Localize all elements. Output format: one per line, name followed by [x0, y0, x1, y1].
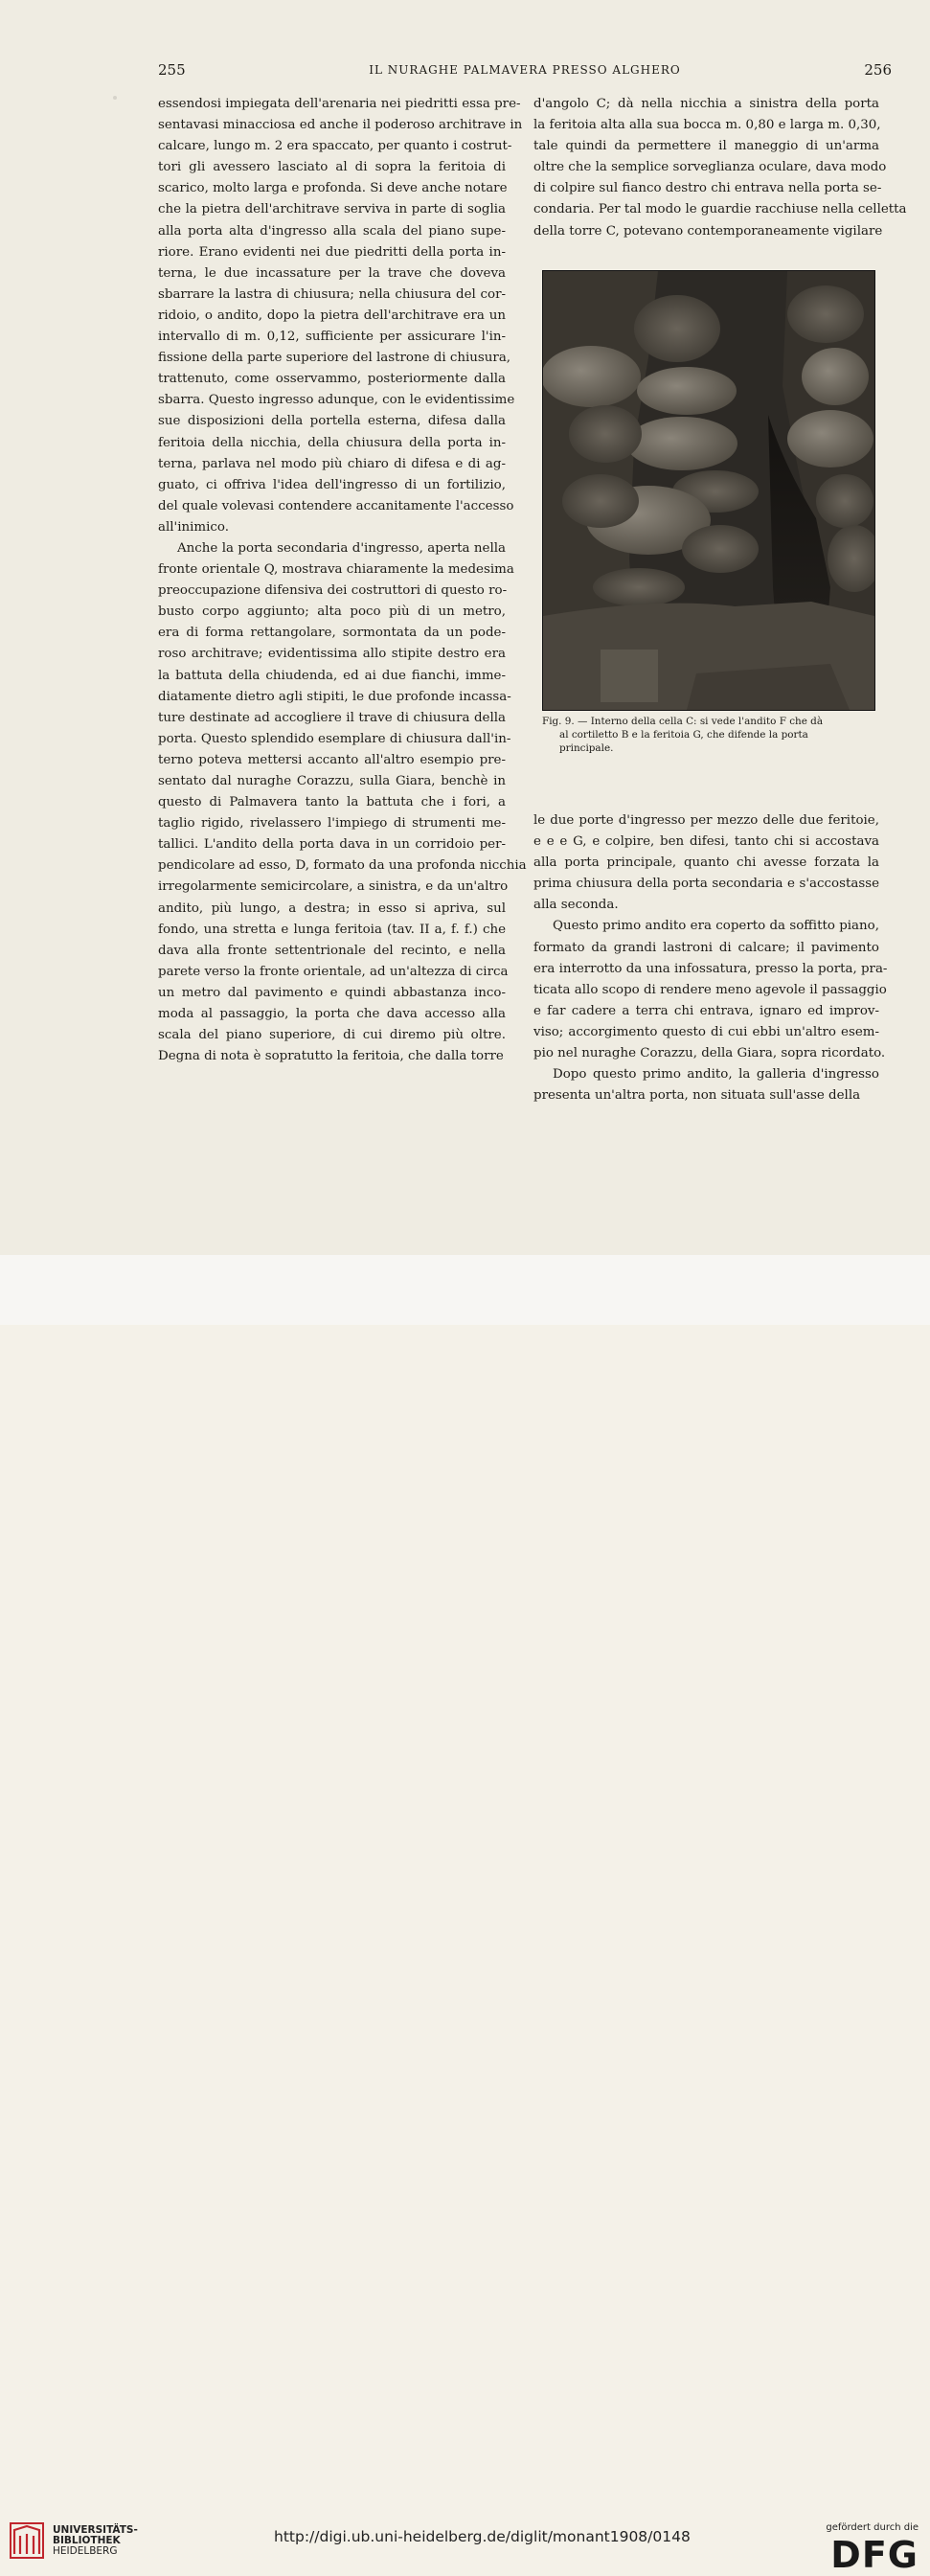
text-line: pio nel nuraghe Corazzu, della Giara, sopra ricordato.	[533, 1046, 886, 1061]
figure-caption	[542, 715, 879, 755]
text-line: parete verso la fronte orientale, ad un'altezza di circa	[158, 964, 509, 979]
library-line-3: HEIDELBERG	[53, 2545, 118, 2557]
funded-by-label: gefördert durch die	[826, 2522, 919, 2533]
text-line: terna, parlava nel modo più chiaro di difesa e di ag-	[158, 456, 506, 471]
library-line-1: UNIVERSITÄTS-	[53, 2524, 138, 2536]
text-line: ridoio, o andito, dopo la pietra dell'architrave era un	[158, 308, 506, 323]
text-line: terno poteva mettersi accanto all'altro esempio pre-	[158, 752, 506, 767]
text-line: era interrotto da una infossatura, presso la porta, pra-	[533, 961, 888, 976]
right-column-bottom	[533, 810, 888, 1106]
text-line: all'inimico.	[158, 519, 229, 535]
text-line: diatamente dietro agli stipiti, le due profonde incassa-	[158, 689, 511, 704]
text-line: sue disposizioni della portella esterna, difesa dalla	[158, 414, 506, 429]
text-line: Anche la porta secondaria d'ingresso, aperta nella	[177, 540, 506, 556]
page-header	[158, 61, 892, 80]
text-line: e far cadere a terra chi entrava, ignaro ed improv-	[533, 1003, 879, 1018]
text-line: sentato dal nuraghe Corazzu, sulla Giara, benchè in	[158, 774, 506, 788]
text-line: fissione della parte superiore del lastrone di chiusura,	[158, 351, 511, 366]
permalink-url[interactable]: http://digi.ub.uni-heidelberg.de/diglit/monant1908/0148	[274, 2528, 691, 2545]
text-line: irregolarmente semicircolare, a sinistra, e da un'altro	[158, 879, 509, 895]
text-line: andito, più lungo, a destra; in esso si apriva, sul	[158, 900, 506, 916]
text-line: le due porte d'ingresso per mezzo delle due feritoie,	[533, 813, 879, 828]
text-line: scarico, molto larga e profonda. Si deve anche notare	[158, 181, 508, 196]
text-line: tale quindi da permettere il maneggio di un'arma	[533, 139, 879, 154]
text-line: alla seconda.	[533, 898, 619, 913]
right-column-top	[533, 94, 907, 242]
text-line: la feritoia alta alla sua bocca m. 0,80 e larga m. 0,30,	[533, 118, 881, 133]
text-line: roso architrave; evidentissima allo stipite destro era	[158, 647, 506, 662]
caption-line: principale.	[559, 742, 614, 754]
text-line: presenta un'altra porta, non situata sull'asse della	[533, 1088, 861, 1104]
text-line: della torre C, potevano contemporaneamente vigilare	[533, 223, 883, 239]
text-line: busto corpo aggiunto; alta poco più di un metro,	[158, 604, 506, 620]
paragraph	[533, 916, 888, 1064]
text-line: essendosi impiegata dell'arenaria nei piedritti essa pre-	[158, 97, 521, 111]
paragraph	[533, 810, 879, 916]
text-line: che la pietra dell'architrave serviva in parte di soglia	[158, 202, 506, 217]
figure-9-photo	[542, 270, 875, 711]
text-line: Dopo questo primo andito, la galleria d'ingresso	[553, 1067, 879, 1083]
text-line: dava alla fronte settentrionale del recinto, e nella	[158, 943, 506, 958]
text-line: formato da grandi lastroni di calcare; il pavimento	[533, 940, 879, 955]
paragraph	[158, 94, 523, 538]
text-line: prima chiusura della porta secondaria e s'accostasse	[533, 877, 879, 892]
page-number-right: 256	[864, 61, 892, 79]
paragraph	[533, 94, 907, 242]
running-title: IL NURAGHE PALMAVERA PRESSO ALGHERO	[369, 63, 681, 77]
library-line-2: BIBLIOTHEK	[53, 2535, 121, 2546]
text-line: oltre che la semplice sorveglianza oculare, dava modo	[533, 160, 887, 175]
text-line: sbarrare la lastra di chiusura; nella chiusura del cor-	[158, 286, 506, 302]
university-library-name	[53, 2525, 138, 2557]
text-line: preoccupazione difensiva dei costruttori di questo ro-	[158, 583, 508, 599]
left-column	[158, 94, 527, 1067]
page-speck	[113, 96, 117, 100]
text-line: fondo, una stretta e lunga feritoia (tav. II a, f. f.) che	[158, 922, 506, 937]
text-line: tallici. L'andito della porta dava in un corridoio per-	[158, 837, 506, 853]
paragraph	[533, 1064, 879, 1106]
text-line: era di forma rettangolare, sormontata da un pode-	[158, 626, 506, 641]
text-line: alla porta principale, quanto chi avesse forzata la	[533, 855, 879, 871]
text-line: condaria. Per tal modo le guardie racchiuse nella celletta	[533, 202, 907, 217]
text-line: sbarra. Questo ingresso adunque, con le evidentissime	[158, 393, 515, 408]
text-line: taglio rigido, rivelassero l'impiego di strumenti me-	[158, 816, 506, 832]
text-line: un metro dal pavimento e quindi abbastanza inco-	[158, 985, 506, 1000]
text-line: scala del piano superiore, di cui diremo più oltre.	[158, 1028, 506, 1043]
text-line: d'angolo C; dà nella nicchia a sinistra della porta	[533, 97, 879, 111]
text-line: del quale volevasi contendere accanitamente l'accesso	[158, 498, 514, 513]
text-line: alla porta alta d'ingresso alla scala del piano supe-	[158, 223, 506, 239]
book-page	[0, 0, 930, 1255]
caption-line: Fig. 9. — Interno della cella C: si vede l'andito F che dà	[542, 716, 824, 727]
text-line: intervallo di m. 0,12, sufficiente per assicurare l'in-	[158, 330, 506, 345]
text-line: feritoia della nicchia, della chiusura della porta in-	[158, 435, 506, 450]
text-line: terna, le due incassature per la trave che doveva	[158, 265, 506, 281]
text-line: trattenuto, come osservammo, posteriormente dalla	[158, 372, 506, 387]
page-number-left: 255	[158, 61, 186, 79]
text-line: ticata allo scopo di rendere meno agevole il passaggio	[533, 982, 887, 997]
text-line: Degna di nota è sopratutto la feritoia, che dalla torre	[158, 1049, 504, 1064]
caption-line: al cortiletto B e la feritoia G, che difende la porta	[559, 729, 808, 741]
digitization-footer	[0, 1255, 930, 2576]
text-line: di colpire sul fianco destro chi entrava nella porta se-	[533, 181, 882, 196]
text-line: porta. Questo splendido esemplare di chiusura dall'in-	[158, 731, 511, 746]
text-line: guato, ci offriva l'idea dell'ingresso di un fortilizio,	[158, 477, 506, 492]
text-line: fronte orientale Q, mostrava chiaramente la medesima	[158, 562, 514, 578]
text-line: la battuta della chiudenda, ed ai due fianchi, imme-	[158, 668, 506, 683]
university-library-logo-icon	[10, 2522, 44, 2559]
paragraph	[158, 538, 527, 1067]
text-line: ture destinate ad accogliere il trave di chiusura della	[158, 710, 506, 725]
text-line: pendicolare ad esso, D, formato da una profonda nicchia	[158, 858, 527, 874]
text-line: viso; accorgimento questo di cui ebbi un'altro esem-	[533, 1024, 879, 1039]
text-line: e e e G, e colpire, ben difesi, tanto chi si accostava	[533, 834, 879, 850]
text-line: sentavasi minacciosa ed anche il poderoso architrave in	[158, 118, 523, 133]
text-line: questo di Palmavera tanto la battuta che i fori, a	[158, 795, 506, 810]
text-line: Questo primo andito era coperto da soffitto piano,	[553, 919, 879, 934]
dfg-logo: DFG	[830, 2534, 919, 2576]
stone-wall-photo	[543, 271, 874, 710]
text-line: tori gli avessero lasciato al di sopra la feritoia di	[158, 160, 506, 175]
text-line: riore. Erano evidenti nei due piedritti della porta in-	[158, 244, 506, 260]
text-line: calcare, lungo m. 2 era spaccato, per quanto i costrut-	[158, 139, 512, 154]
text-line: moda al passaggio, la porta che dava accesso alla	[158, 1007, 506, 1022]
